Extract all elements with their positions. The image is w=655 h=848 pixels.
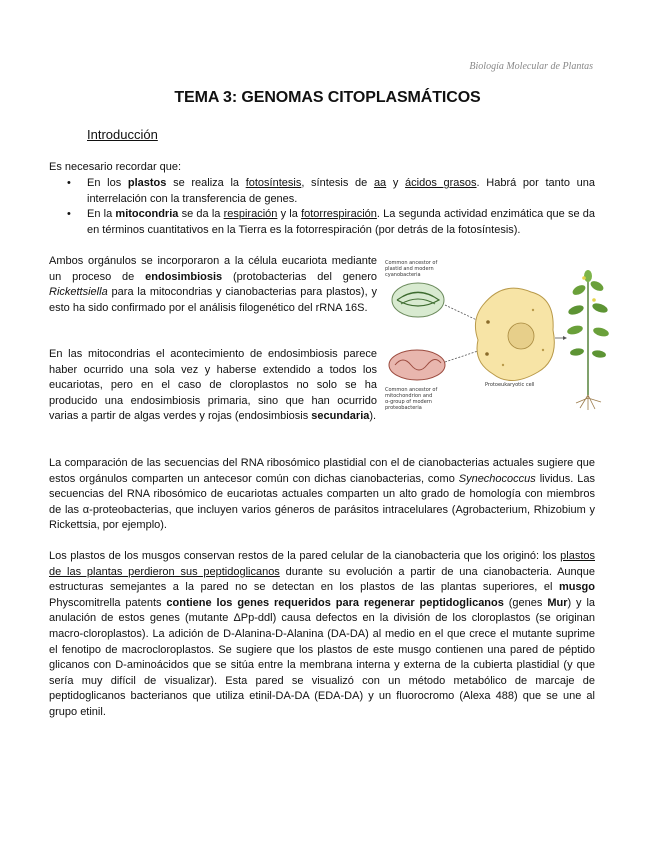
paragraph-endosymbiosis (49, 254, 377, 316)
running-header: Biología Molecular de Plantas (469, 61, 593, 72)
plant-illustration (566, 270, 610, 410)
list-item (49, 207, 595, 238)
list-item (49, 176, 595, 207)
text-run: y la (277, 208, 302, 221)
paragraph-rna-comparison (49, 456, 595, 534)
text-run: Synechococcus (458, 472, 536, 485)
text-run: plastos de las plantas perdieron sus peptidoglicanos (49, 550, 595, 578)
text-run: Ambos orgánulos se incorporaron a la célula eucariota mediante un proceso de (49, 255, 377, 283)
text-run: y (386, 177, 406, 189)
text-run: fotorrespiración (301, 208, 377, 221)
paragraph-mitochondria (49, 347, 377, 425)
text-run: . Habrá por tanto una interrelación con la transferencia de genes. (87, 177, 595, 205)
text-run: ). (369, 410, 377, 423)
cell-label: Protoeukaryotic cell (485, 382, 535, 388)
bullet-icon: • (67, 177, 71, 189)
proteobacteria-shape (389, 350, 445, 380)
text-run: , síntesis de (301, 177, 374, 189)
text-run: endosimbiosis (145, 270, 223, 283)
intro-line: Es necesario recordar que: (49, 161, 182, 173)
bullet-list (49, 176, 595, 238)
text-run: Mur (547, 596, 568, 609)
text-run: contiene los genes requeridos para regenerar peptidoglicanos (166, 596, 504, 609)
text-run: La comparación de las secuencias del RNA ribosómico plastidial con el de cianobacterias actuales sugiere que estos orgánulos comparten un antecesor común con dichas cianobacterias, como (49, 457, 595, 485)
text-run: aa (373, 177, 387, 189)
text-run: respiración (223, 208, 278, 221)
text-run: (protobacterias del genero (222, 270, 377, 283)
text-run: fotosíntesis (245, 177, 302, 189)
text-run: . La segunda actividad enzimática que se da en términos cuantitativos en la Tierra es la fotorrespiración (por detrás de la fotosíntesis). (87, 208, 595, 236)
text-run: mitocondria (115, 208, 179, 221)
text-run: En los (87, 177, 128, 189)
cyanobacteria-shape (392, 283, 444, 317)
text-run: ) y la anulación de estos genes (mutante ΔPp-ddl) causa defectos en la división de los cloroplastos (se originan macro-cloroplastos). La adición de D-Alanina-D-Alanina (DA-DA) al medio en el que crece el mutante suprime el fenotipo de macrocloroplastos. Se sugiere que los plastos de este musgo contienen una pared de péptido glicanos con D-aminoácidos que se sitúa entre la membrana interna y externa de la cubierta plastidial (y que sería muy difícil de visualizar). Esta pared se visualizó con un método metabólico de marcaje de peptidoglicanos bacterianos que utiliza etinil-DA-DA (EDA-DA) y un fluorocromo (Alexa 488) que se une al grupo etinil. (49, 596, 596, 718)
text-run: Physcomitrella patents (49, 596, 167, 609)
text-run: En la (87, 208, 116, 221)
text-run: secundaria (311, 410, 370, 423)
text-run: musgo (558, 581, 595, 594)
bullet-icon: • (67, 208, 71, 221)
paragraph-moss-plastids (49, 549, 595, 721)
text-run: se realiza la (166, 177, 246, 189)
text-run: ácidos grasos (405, 177, 477, 189)
text-run: Los plastos de los musgos conservan restos de la pared celular de la cianobacteria que los originó: los (49, 550, 561, 562)
plastid-label: Common ancestor of plastid and modern cyanobacteria (385, 260, 438, 278)
text-run: se da la (178, 208, 224, 221)
mito-label: Common ancestor of mitochondrion and α-group of modern proteobacteria (385, 387, 438, 411)
section-heading: Introducción (87, 127, 158, 142)
protoeukaryotic-cell-shape (475, 288, 554, 380)
text-run: En las mitocondrias el acontecimiento de endosimbiosis parece haber ocurrido una sola vez y haberse extendido a todos los eucariotas, pero en el caso de cloroplastos no solo se ha producido una endosimbiosis primaria, sino que han ocurrido varias a partir de algas verdes y rojas (endosimbiosis (49, 348, 377, 423)
figure-illustration (383, 250, 613, 430)
text-run: Rickettsiella (49, 286, 108, 299)
text-run: lividus. Las secuencias del RNA ribosómico de eucariotas actuales comparten un alto grado de homología con miembros de las α-proteobacterias, que incluyen varios géneros de parásitos intracelulares (Agrobacterium, Rhizobium y Rickettsia, por ejemplo). (49, 472, 595, 532)
text-run: para la mitocondrias y cianobacterias para plastos), y esto ha sido confirmado por el análisis filogenético del rRNA 16S. (49, 286, 377, 314)
text-run: (genes (503, 596, 548, 609)
text-run: durante su evolución a partir de una cianobacteria. Aunque estructuras semejantes a la pared no se detectan en los plastos de las plantas superiores, el (49, 565, 595, 594)
endosymbiosis-figure (383, 250, 613, 430)
page-title: TEMA 3: GENOMAS CITOPLASMÁTICOS (174, 89, 481, 106)
text-run: plastos (127, 177, 167, 189)
